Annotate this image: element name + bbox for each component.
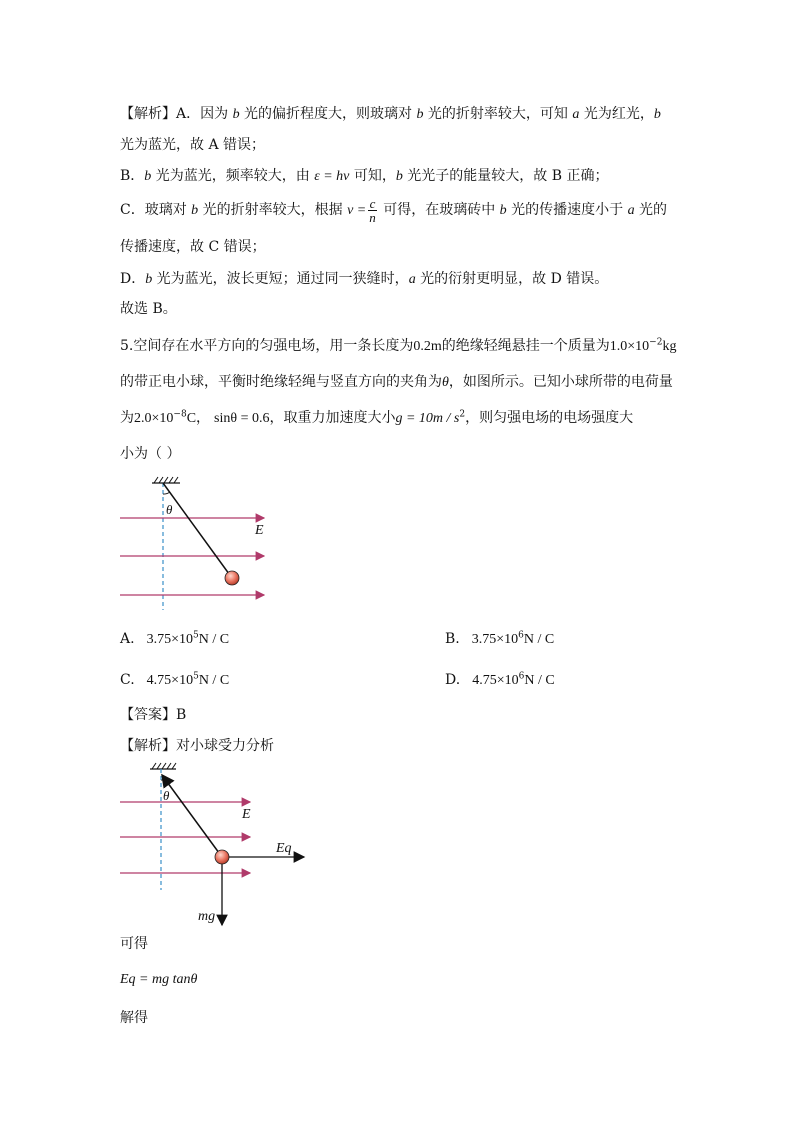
- analysis-line-a2: 光为蓝光，故 A 错误；: [120, 137, 266, 153]
- fraction-c-over-n: $\frac{c}{n}$: [369, 195, 376, 225]
- field-label-E: E: [255, 523, 264, 538]
- solve-line: 解得: [120, 1010, 148, 1026]
- gravity-label: mg: [198, 909, 216, 924]
- equation-line: Eq = mg tanθ: [120, 972, 198, 987]
- analysis-label: 【解析】: [120, 106, 176, 122]
- option-d[interactable]: D. $4.75\times 10^6N / C$: [445, 671, 555, 688]
- answer-line: 【答案】B: [120, 707, 187, 723]
- tension-arrow: [162, 775, 222, 857]
- theta-label: θ: [166, 502, 173, 517]
- analysis-line-b: B．b 光为蓝光，频率较大，由 ε = hν 可知，b 光光子的能量较大，故 B 正确；: [120, 168, 609, 184]
- option-c[interactable]: C. $4.75\times 10^5N / C$: [120, 671, 230, 688]
- option-a[interactable]: A. $3.75\times 10^5N / C$: [120, 630, 230, 647]
- analysis-line-d: D．b 光为蓝光，波长更短；通过同一狭缝时，a 光的衍射更明显，故 D 错误。: [120, 271, 609, 287]
- field-label-E: E: [242, 807, 251, 822]
- question-5-line-3: 为$2.0\times 10^{-8}C$， sinθ = 0.6，取重力加速度大小$g = 10m / s^2$，则匀强电场的电场强度大: [120, 409, 634, 426]
- ceiling-support: [152, 477, 180, 483]
- analysis-2-line: 【解析】对小球受力分析: [120, 738, 274, 754]
- force-diagram: [118, 758, 318, 930]
- electric-force-label: Eq: [276, 841, 292, 856]
- conclusion-line: 故选 B。: [120, 301, 177, 317]
- result-intro: 可得: [120, 936, 148, 952]
- question-5-line-4: 小为（ ）: [120, 446, 181, 462]
- string: [163, 483, 232, 578]
- angle-arc: [163, 492, 170, 494]
- analysis-line-c2: 传播速度，故 C 错误；: [120, 239, 266, 255]
- question-5-line-2: 的带正电小球，平衡时绝缘轻绳与竖直方向的夹角为θ，如图所示。已知小球所带的电荷量: [120, 374, 673, 390]
- charged-ball: [225, 571, 239, 585]
- pendulum-figure: [118, 474, 278, 614]
- analysis-line-a: 【解析】A．因为 b 光的偏折程度大，则玻璃对 b 光的折射率较大，可知 a 光为红光，b: [120, 106, 661, 122]
- theta-label: θ: [163, 788, 170, 803]
- ceiling-support: [150, 763, 176, 769]
- charged-ball: [215, 850, 229, 864]
- option-b[interactable]: B. $3.75\times 10^6N / C$: [445, 630, 555, 647]
- question-5-line-1: 5.空间存在水平方向的匀强电场，用一条长度为0.2m的绝缘轻绳悬挂一个质量为$1.0\times 10^{-2}kg$: [120, 337, 677, 354]
- analysis-line-c: C．玻璃对 b 光的折射率较大，根据 v = $\frac{c}{n}$ 可得，在玻璃砖中 b 光的传播速度小于 a 光的: [120, 195, 668, 225]
